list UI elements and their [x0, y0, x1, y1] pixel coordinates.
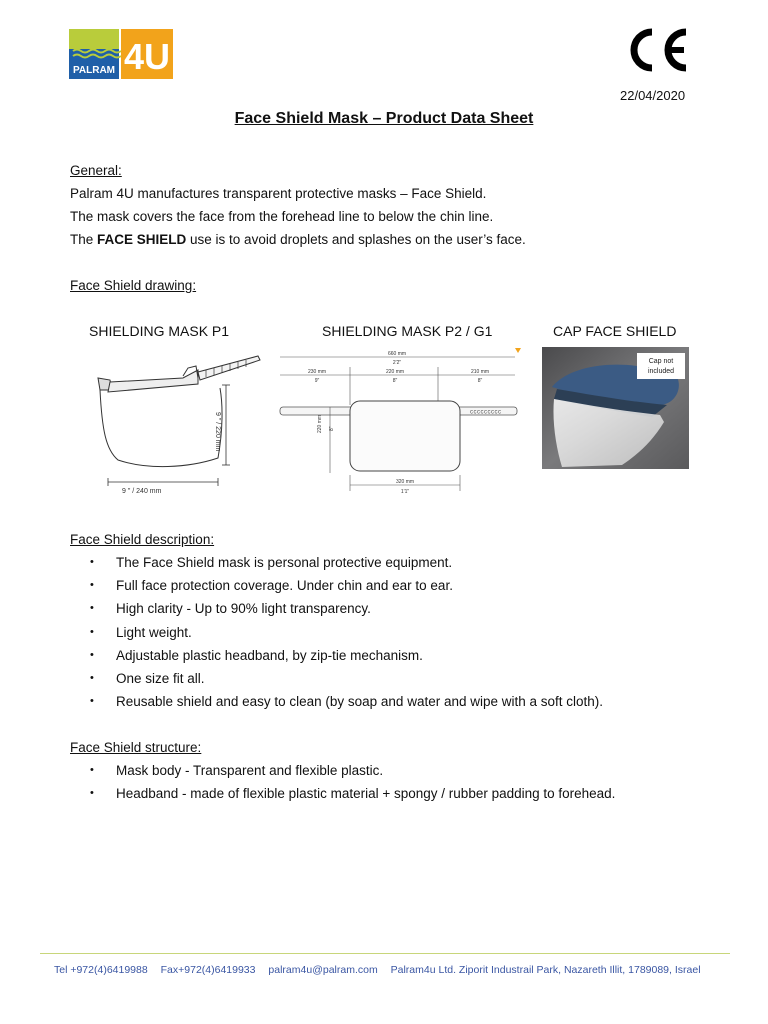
p2-seg2-in: 8"	[392, 378, 398, 384]
structure-heading: Face Shield structure:	[70, 740, 202, 755]
document-date: 22/04/2020	[620, 88, 686, 103]
list-item: • One size fit all.	[90, 667, 603, 690]
list-item: • Full face protection coverage. Under chin and ear to ear.	[90, 574, 603, 597]
p2-total-in: 2'2"	[392, 360, 402, 366]
list-item: • Adjustable plastic headband, by zip-tie mechanism.	[90, 644, 603, 667]
general-line-3-suffix: use is to avoid droplets and splashes on the user’s face.	[186, 232, 526, 247]
p2-seg3-mm: 210 mm	[470, 369, 490, 375]
list-item: • Mask body - Transparent and flexible plastic.	[90, 759, 615, 782]
general-line-1: Palram 4U manufactures transparent protective masks – Face Shield.	[70, 186, 487, 201]
footer-tel: Tel +972(4)6419988	[54, 964, 148, 976]
general-line-3	[70, 228, 526, 251]
face-shield-bold: FACE SHIELD	[97, 232, 187, 247]
list-item: • Reusable shield and easy to clean (by soap and water and wipe with a soft cloth).	[90, 690, 603, 713]
logo-text: PALRAM	[72, 65, 116, 76]
description-heading: Face Shield description:	[70, 532, 215, 547]
p1-width-label: 9 " / 240 mm	[122, 488, 162, 495]
palram-4u-logo	[69, 29, 173, 79]
description-list	[90, 551, 603, 713]
list-item: • Light weight.	[90, 621, 603, 644]
footer-fax: Fax+972(4)6419933	[160, 964, 256, 976]
footer-address: Palram4u Ltd. Ziporit Industrail Park, Nazareth Illit, 1789089, Israel	[390, 964, 701, 976]
svg-text:ccccccccc: ccccccccc	[470, 409, 502, 416]
list-item: • High clarity - Up to 90% light transparency.	[90, 597, 603, 620]
p2-seg1-in: 9"	[314, 378, 320, 384]
p2-total-mm: 660 mm	[387, 351, 407, 357]
cap-note-line-1: Cap not	[648, 358, 674, 365]
mask-p2-drawing	[275, 345, 530, 500]
p2-bottom-mm: 320 mm	[395, 479, 415, 485]
cap-note-line-2: included	[647, 368, 675, 375]
p1-height-label: 9 " / 220 mm	[214, 412, 221, 452]
p2-bottom-in: 1'1"	[400, 489, 410, 495]
p2-seg3-in: 8"	[477, 378, 483, 384]
footer-divider	[40, 953, 730, 954]
structure-list	[90, 759, 615, 805]
caption-p1: SHIELDING MASK P1	[89, 323, 230, 339]
ce-mark-icon	[622, 26, 692, 74]
cap-face-shield-photo	[542, 347, 689, 469]
drawing-heading: Face Shield drawing:	[70, 278, 197, 293]
general-heading: General:	[70, 163, 122, 178]
caption-cap: CAP FACE SHIELD	[553, 323, 677, 339]
general-line-3-prefix: The	[70, 232, 98, 247]
p2-seg1-mm: 230 mm	[307, 369, 327, 375]
page-title-text: Face Shield Mask – Product Data Sheet	[234, 110, 534, 127]
mask-p1-drawing	[88, 350, 268, 500]
p2-height-in: 8"	[329, 426, 335, 431]
list-item: • The Face Shield mask is personal protective equipment.	[90, 551, 603, 574]
page-title	[0, 110, 768, 128]
p2-seg2-mm: 220 mm	[385, 369, 405, 375]
general-section	[70, 159, 526, 251]
general-line-2: The mask covers the face from the forehead line to below the chin line.	[70, 209, 494, 224]
p2-height-mm: 220 mm	[317, 414, 323, 433]
caption-p2: SHIELDING MASK P2 / G1	[322, 323, 493, 339]
footer	[54, 964, 711, 976]
logo-mark: 4U	[123, 36, 171, 77]
list-item: • Headband - made of flexible plastic material + spongy / rubber padding to forehead.	[90, 782, 615, 805]
footer-email[interactable]: palram4u@palram.com	[268, 964, 378, 976]
